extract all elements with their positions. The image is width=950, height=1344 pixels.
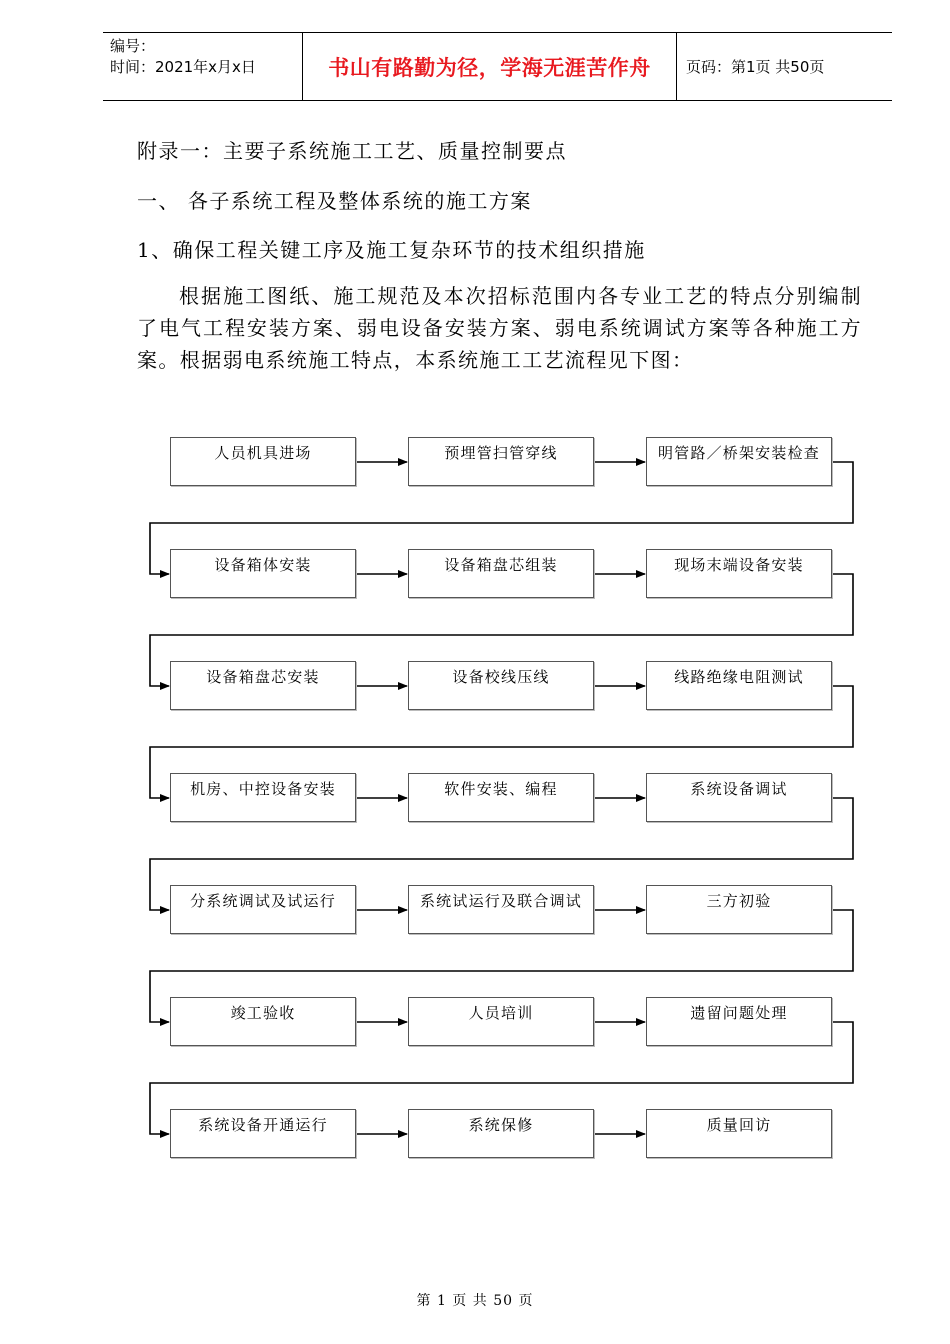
header-motto: 书山有路勤为径，学海无涯苦作舟 [303,33,677,100]
flow-step: 设备箱盘芯安装 [170,661,356,710]
flow-step: 设备箱盘芯组装 [408,549,594,598]
flow-step: 系统试运行及联合调试 [408,885,594,934]
flow-step: 设备校线压线 [408,661,594,710]
section-heading: 一、 各子系统工程及整体系统的施工方案 [137,189,532,213]
flow-step: 人员机具进场 [170,437,356,486]
flow-step: 明管路／桥架安装检查 [646,437,832,486]
flow-step: 系统设备调试 [646,773,832,822]
flow-step: 系统设备开通运行 [170,1109,356,1158]
flow-step: 现场末端设备安装 [646,549,832,598]
flow-step: 线路绝缘电阻测试 [646,661,832,710]
flow-step: 分系统调试及试运行 [170,885,356,934]
header-page-info: 页码：第1页 共50页 [686,58,825,76]
appendix-title: 附录一：主要子系统施工工艺、质量控制要点 [137,139,567,163]
flow-step: 竣工验收 [170,997,356,1046]
flow-step: 人员培训 [408,997,594,1046]
page-footer: 第 1 页 共 50 页 [416,1293,534,1309]
flow-step: 预埋管扫管穿线 [408,437,594,486]
flow-step: 遗留问题处理 [646,997,832,1046]
flow-step: 机房、中控设备安装 [170,773,356,822]
body-paragraph: 根据施工图纸、施工规范及本次招标范围内各专业工艺的特点分别编制了电气工程安装方案、弱电设备安装方案、弱电系统调试方案等各种施工方案。根据弱电系统施工特点，本系统施工工艺流程见下图： [137,284,862,372]
document-number-label: 编号： [110,37,156,55]
flow-step: 质量回访 [646,1109,832,1158]
subsection-heading: 1、确保工程关键工序及施工复杂环节的技术组织措施 [137,238,646,262]
flow-step: 设备箱体安装 [170,549,356,598]
flow-step: 系统保修 [408,1109,594,1158]
flow-step: 软件安装、编程 [408,773,594,822]
flow-step: 三方初验 [646,885,832,934]
page-header [103,32,892,101]
header-meta [103,33,303,100]
document-time: 时间：2021年x月x日 [110,58,256,76]
